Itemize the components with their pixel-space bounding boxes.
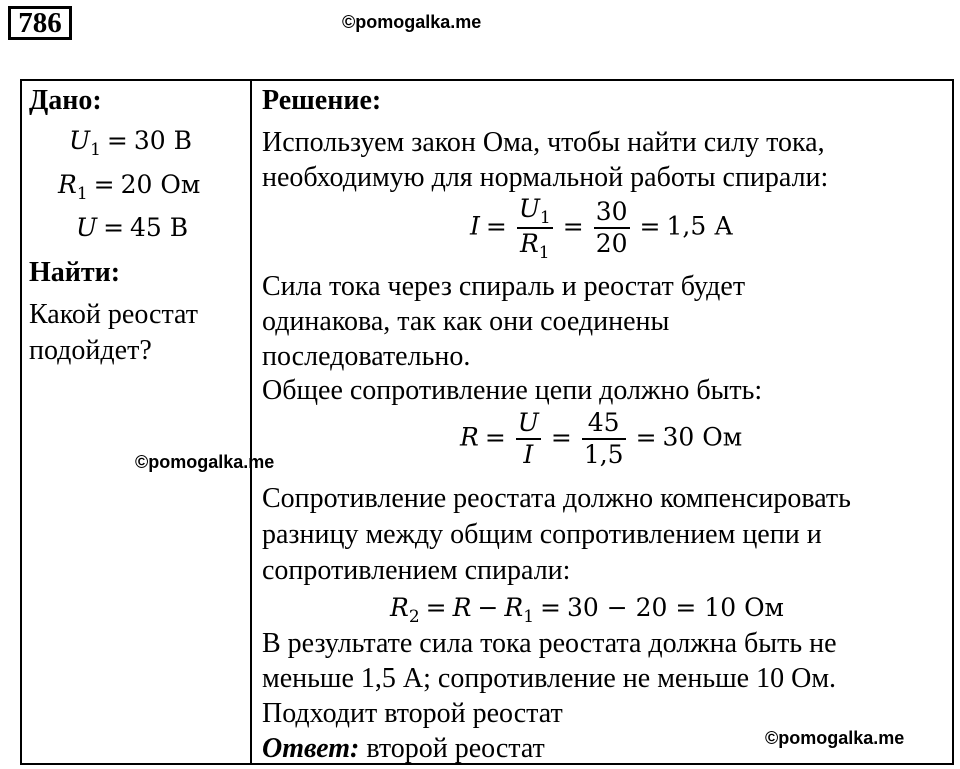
fraction	[517, 194, 553, 262]
fraction-denominator: 1,5	[583, 440, 624, 469]
find-heading: Найти:	[29, 257, 121, 288]
solution-line: меньше 1,5 А; сопротивление не меньше 10 Ом.	[262, 663, 837, 694]
formula-symbol: R	[460, 422, 479, 452]
given-u1-symbol: U	[69, 126, 91, 155]
formula-symbol: R	[519, 229, 539, 258]
given-r1: $R_1 = 20$ Ом	[58, 170, 201, 204]
formula-result: 30 − 20 = 10 Ом	[567, 593, 785, 622]
formula-symbol: R	[452, 593, 472, 622]
given-r1-value: 20 Ом	[120, 170, 201, 199]
fraction-numerator: 30	[594, 197, 630, 229]
find-text-line1: Какой реостат	[29, 299, 198, 330]
watermark-middle: ©pomogalka.me	[135, 452, 275, 472]
fraction-denominator: 20	[595, 229, 628, 258]
answer-line	[262, 732, 545, 766]
given-u-value: 45 В	[130, 213, 189, 242]
fraction	[594, 197, 630, 259]
formula-symbol: U	[518, 194, 540, 223]
formula-symbol: I	[470, 211, 480, 241]
solution-line: одинакова, так как они соединены	[262, 306, 670, 337]
watermark-bottom: ©pomogalka.me	[765, 728, 905, 748]
formula-resistance: R = $\frac{U}{I}$ = $\frac{45}{1,5}$ = 30 Ом	[460, 408, 743, 469]
column-divider	[250, 79, 252, 765]
fraction-denominator: I	[523, 440, 534, 469]
answer-label: Ответ:	[262, 733, 360, 764]
solution-line: разницу между общим сопротивлением цепи и	[262, 519, 822, 550]
answer-text: второй реостат	[366, 733, 545, 764]
formula-symbol: R	[390, 593, 409, 622]
given-u: U = 45 В	[76, 213, 189, 242]
given-u1-value: 30 В	[133, 126, 192, 155]
formula-subscript: 1	[523, 607, 535, 627]
solution-line: необходимую для нормальной работы спирали:	[262, 162, 829, 193]
formula-result: 1,5 А	[666, 211, 734, 241]
fraction-numerator: U	[516, 408, 541, 440]
fraction	[582, 408, 626, 470]
problem-number: 786	[8, 6, 72, 40]
solution-line: сопротивлением спирали:	[262, 555, 571, 586]
given-u1: $U_1 = 30$ В	[69, 126, 192, 160]
given-u1-subscript: 1	[90, 140, 101, 160]
given-u-symbol: U	[76, 213, 98, 242]
given-r1-subscript: 1	[76, 184, 88, 204]
watermark-top: ©pomogalka.me	[342, 12, 482, 32]
solution-heading: Решение:	[262, 85, 382, 116]
solution-line: Общее сопротивление цепи должно быть:	[262, 375, 763, 406]
formula-subscript: 2	[408, 607, 420, 627]
formula-symbol: R	[504, 593, 524, 622]
find-text-line2: подойдет?	[29, 335, 152, 366]
solution-line: В результате сила тока реостата должна быть не	[262, 628, 837, 659]
fraction	[516, 408, 541, 470]
fraction-numerator: 45	[582, 408, 626, 440]
formula-subscript: 1	[538, 243, 550, 263]
formula-subscript: 1	[539, 208, 551, 228]
solution-line: Сопротивление реостата должно компенсировать	[262, 483, 851, 514]
solution-line: Используем закон Ома, чтобы найти силу тока,	[262, 127, 825, 158]
solution-line: последовательно.	[262, 341, 471, 372]
given-r1-symbol: R	[58, 170, 77, 199]
formula-current: I = $\frac{U_1}{R_1}$ = $\frac{30}{20}$ = 1,5 А	[470, 194, 734, 263]
given-heading: Дано:	[29, 85, 102, 116]
formula-result: 30 Ом	[662, 422, 743, 452]
formula-rheostat: $R_2 = R - R_1 = 30 - 20 = 10$ Ом	[390, 593, 785, 627]
solution-line: Сила тока через спираль и реостат будет	[262, 271, 746, 302]
solution-line: Подходит второй реостат	[262, 698, 563, 729]
